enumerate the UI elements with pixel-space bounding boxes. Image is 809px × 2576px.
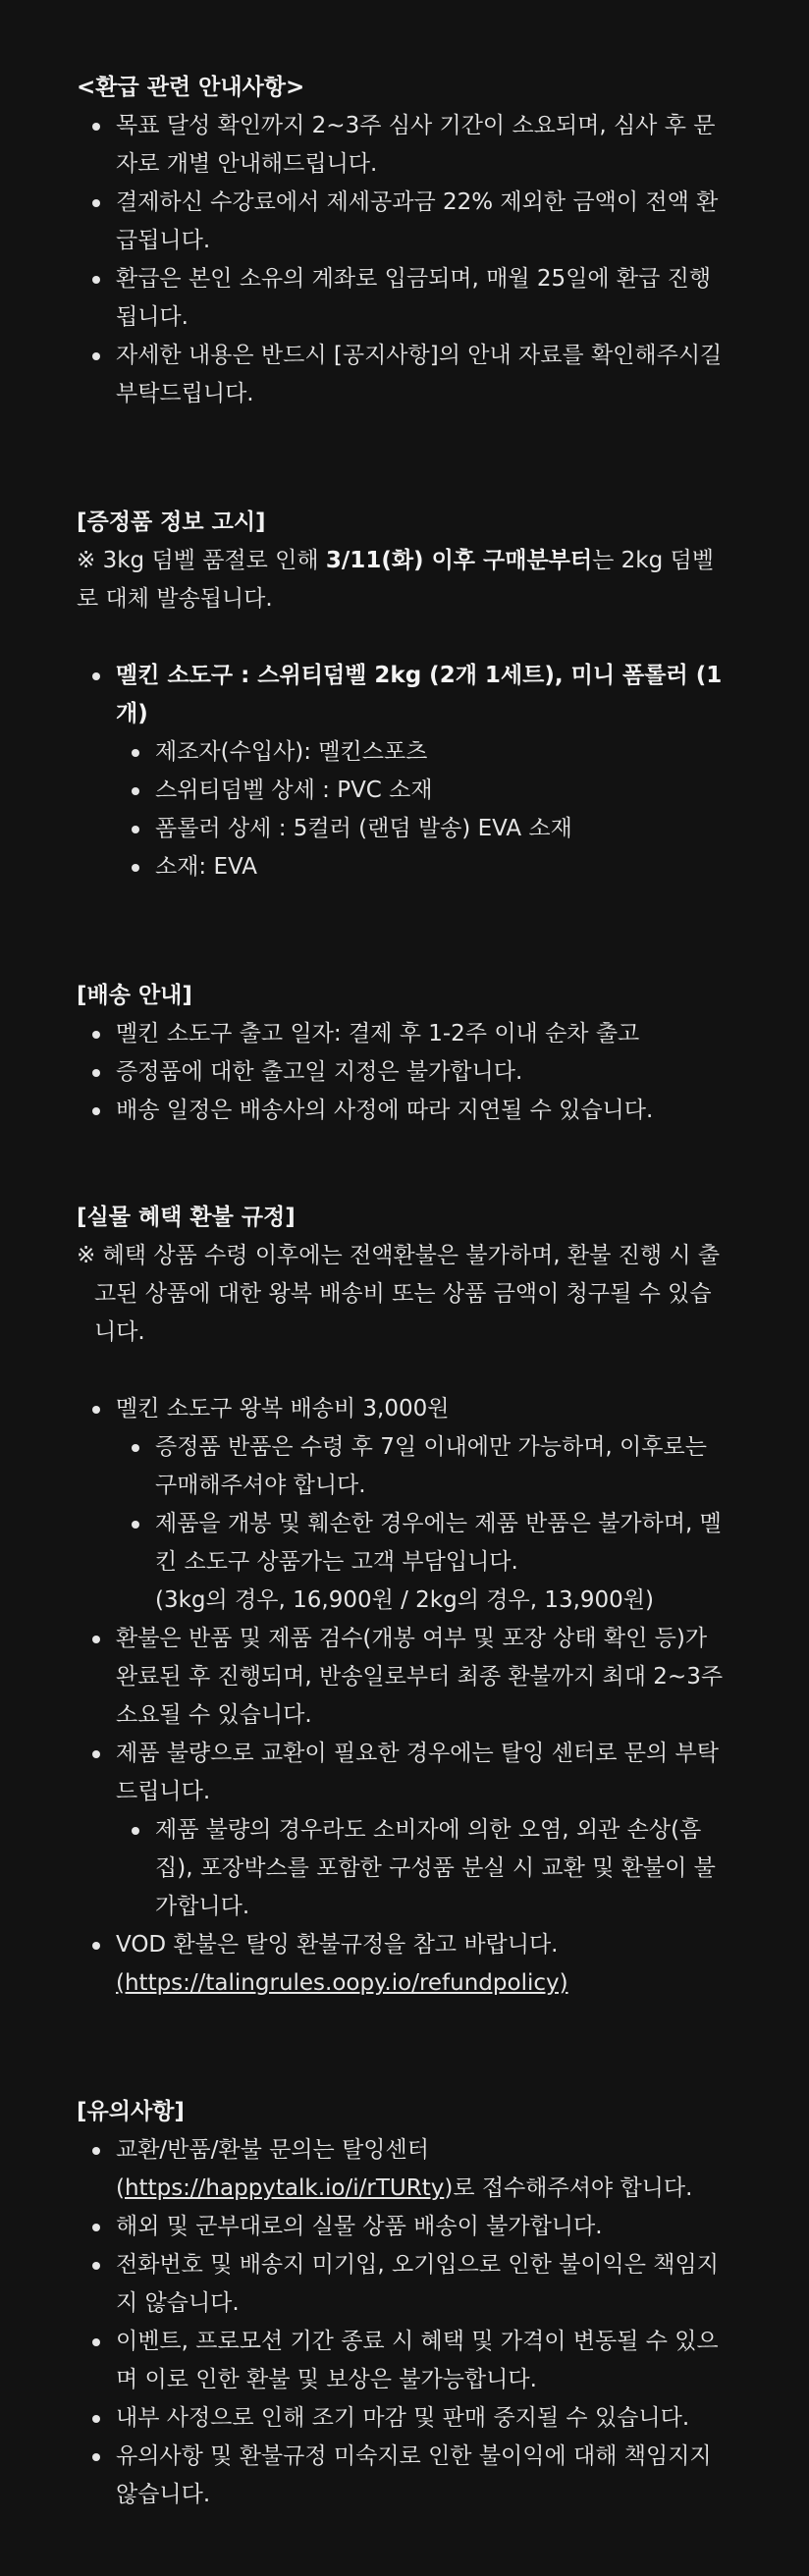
list-item: 목표 달성 확인까지 2~3주 심사 기간이 소요되며, 심사 후 문자로 개별 안내해드립니다. [77, 107, 732, 184]
gift-note-bold: 3/11(화) 이후 구매분부터 [325, 548, 593, 573]
list-item: 자세한 내용은 반드시 [공지사항]의 안내 자료를 확인해주시길 부탁드립니다. [77, 337, 732, 413]
list-item: 이벤트, 프로모션 기간 종료 시 혜택 및 가격이 변동될 수 있으며 이로 인한 환불 및 보상은 불가능합니다. [77, 2323, 732, 2399]
refund-notice-section [77, 69, 732, 413]
list-item: 유의사항 및 환불규정 미숙지로 인한 불이익에 대해 책임지지 않습니다. [77, 2438, 732, 2514]
cautions-section [77, 2093, 732, 2514]
refund-notice-title: <환급 관련 안내사항> [77, 75, 305, 100]
shipping-list [77, 1015, 732, 1130]
gift-product-title: 멜킨 소도구 : 스위티덤벨 2kg (2개 1세트), 미니 폼롤러 (1개) [116, 663, 723, 726]
happytalk-link[interactable]: https://happytalk.io/i/rTURty [124, 2175, 445, 2201]
cautions-list [77, 2131, 732, 2514]
refund-item-shipping-sublist [116, 1428, 732, 1620]
list-item [77, 1390, 732, 1620]
list-item: 폼롤러 상세 : 5컬러 (랜덤 발송) EVA 소재 [116, 810, 732, 848]
gift-info-section [77, 504, 732, 886]
gift-note-suffix: 는 2kg 덤벨로 대체 발송됩니다. [77, 548, 714, 612]
list-item [77, 657, 732, 886]
refund-item-defect: 제품 불량으로 교환이 필요한 경우에는 탈잉 센터로 문의 부탁드립니다. [116, 1741, 719, 1804]
list-item: 제품 불량의 경우라도 소비자에 의한 오염, 외관 손상(흠집), 포장박스를 포함한 구성품 분실 시 교환 및 환불이 불가합니다. [116, 1811, 732, 1926]
refund-item-vod: VOD 환불은 탈잉 환불규정을 참고 바랍니다. [116, 1932, 559, 1958]
physical-refund-section [77, 1199, 732, 2003]
list-item: 소재: EVA [116, 848, 732, 886]
gift-info-title: [증정품 정보 고시] [77, 510, 266, 535]
list-item [116, 1505, 732, 1620]
physical-refund-list [77, 1390, 732, 2003]
refund-item-defect-sublist [116, 1811, 732, 1926]
gift-product-list [77, 657, 732, 886]
list-item [77, 2131, 732, 2208]
refund-notice-list [77, 107, 732, 413]
physical-refund-note: ※ 혜택 상품 수령 이후에는 전액환불은 불가하며, 환불 진행 시 출고된 상품에 대한 왕복 배송비 또는 상품 금액이 청구될 수 있습니다. [77, 1243, 721, 1345]
gift-info-note [77, 542, 732, 618]
list-item: 내부 사정으로 인해 조기 마감 및 판매 중지될 수 있습니다. [77, 2399, 732, 2438]
refund-sub-prices: (3kg의 경우, 16,900원 / 2kg의 경우, 13,900원) [155, 1587, 654, 1613]
gift-note-prefix: ※ 3kg 덤벨 품절로 인해 [77, 548, 326, 573]
list-item: 결제하신 수강료에서 제세공과금 22% 제외한 금액이 전액 환급됩니다. [77, 184, 732, 260]
cautions-title: [유의사항] [77, 2099, 185, 2124]
list-item: 증정품 반품은 수령 후 7일 이내에만 가능하며, 이후로는 구매해주셔야 합니다. [116, 1428, 732, 1505]
cautions-item1-prefix: 교환/반품/환불 문의는 탈잉센터( [116, 2137, 429, 2201]
refund-sub-damage: 제품을 개봉 및 훼손한 경우에는 제품 반품은 불가하며, 멜킨 소도구 상품가는 고객 부담입니다. [155, 1511, 722, 1575]
list-item: 환불은 반품 및 제품 검수(개봉 여부 및 포장 상태 확인 등)가 완료된 후 진행되며, 반송일로부터 최종 환불까지 최대 2~3주 소요될 수 있습니다. [77, 1620, 732, 1735]
list-item: 해외 및 군부대로의 실물 상품 배송이 불가합니다. [77, 2208, 732, 2246]
list-item: 제조자(수입사): 멜킨스포츠 [116, 733, 732, 772]
shipping-title: [배송 안내] [77, 983, 192, 1008]
list-item: 멜킨 소도구 출고 일자: 결제 후 1-2주 이내 순차 출고 [77, 1015, 732, 1053]
refund-policy-link[interactable]: (https://talingrules.oopy.io/refundpolicy) [116, 1970, 568, 1996]
list-item [77, 1926, 732, 2003]
gift-product-details [116, 733, 732, 886]
list-item [77, 1735, 732, 1926]
list-item: 스위티덤벨 상세 : PVC 소재 [116, 772, 732, 810]
refund-item-shipping-fee: 멜킨 소도구 왕복 배송비 3,000원 [116, 1396, 450, 1422]
physical-refund-title: [실물 혜택 환불 규정] [77, 1205, 296, 1230]
list-item: 전화번호 및 배송지 미기입, 오기입으로 인한 불이익은 책임지지 않습니다. [77, 2246, 732, 2323]
list-item: 배송 일정은 배송사의 사정에 따라 지연될 수 있습니다. [77, 1092, 732, 1130]
list-item: 환급은 본인 소유의 계좌로 입금되며, 매월 25일에 환급 진행됩니다. [77, 260, 732, 337]
cautions-item1-suffix: )로 접수해주셔야 합니다. [444, 2175, 693, 2201]
list-item: 증정품에 대한 출고일 지정은 불가합니다. [77, 1053, 732, 1092]
shipping-section [77, 977, 732, 1130]
